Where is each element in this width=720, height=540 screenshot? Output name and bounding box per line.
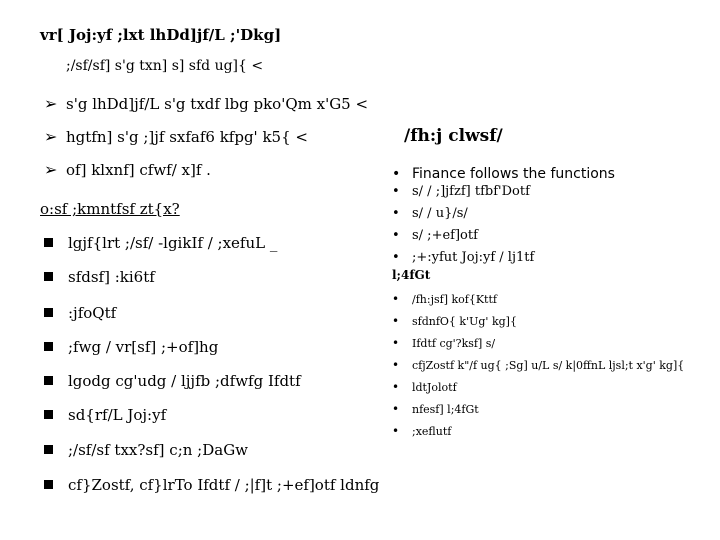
right-sub-item-4 — [392, 358, 684, 372]
arrow-item-text: of] klxnf] cfwf/ x]f . — [66, 161, 211, 179]
square-item-7 — [44, 441, 248, 459]
bullet-icon: • — [392, 402, 400, 416]
square-item-8 — [44, 476, 379, 494]
square-item-6 — [44, 406, 166, 424]
square-item-text: sfdsf] :ki6tf — [68, 268, 155, 286]
right-sub-item-3 — [392, 336, 495, 350]
right-sub-item-1 — [392, 292, 497, 306]
bullet-icon: • — [392, 206, 400, 221]
right-item-1 — [392, 166, 615, 182]
arrow-bullet-icon: ➢ — [44, 160, 58, 179]
right-item-2 — [392, 184, 530, 199]
bullet-icon: • — [392, 292, 400, 306]
square-bullet-icon — [44, 480, 53, 489]
right-item-text: s/ / u}/s/ — [412, 206, 468, 221]
arrow-item-1 — [44, 94, 368, 113]
arrow-bullet-icon: ➢ — [44, 127, 58, 146]
right-item-text: s/ ;+ef]otf — [412, 228, 478, 243]
right-sub-item-6 — [392, 402, 479, 416]
bullet-icon: • — [392, 184, 400, 199]
right-sub-item-text: cfjZostf k"/f ug{ ;Sg] u/L s/ k|0ffnL ljsl;t x'g' kg]{ — [412, 359, 685, 372]
bullet-icon: • — [392, 424, 400, 438]
square-item-text: cf}Zostf, cf}lrTo Ifdtf / ;|f]t ;+ef]otf ldnfg — [68, 476, 380, 494]
bullet-icon: • — [392, 314, 400, 328]
right-subheading: l;4fGt — [392, 268, 431, 282]
right-sub-item-text: nfesf] l;4fGt — [412, 403, 479, 416]
square-bullet-icon — [44, 445, 53, 454]
subtitle: ;/sf/sf] s'g txn] s] sfd ug]{ < — [66, 58, 264, 74]
bullet-icon: • — [392, 336, 400, 350]
right-sub-item-7 — [392, 424, 451, 438]
square-item-text: ;/sf/sf txx?sf] c;n ;DaGw — [68, 441, 249, 459]
square-bullet-icon — [44, 308, 53, 317]
right-item-4 — [392, 228, 478, 243]
square-bullet-icon — [44, 376, 53, 385]
square-item-1 — [44, 234, 277, 252]
right-sub-item-text: ldtJolotf — [412, 381, 457, 394]
bullet-icon: • — [392, 358, 400, 372]
arrow-item-3 — [44, 160, 211, 179]
right-sub-item-text: ;xeflutf — [412, 425, 452, 438]
square-bullet-icon — [44, 272, 53, 281]
square-item-5 — [44, 372, 301, 390]
right-item-5 — [392, 250, 534, 265]
arrow-item-2 — [44, 127, 308, 146]
section-heading: o:sf ;kmntfsf zt{x? — [40, 200, 180, 218]
square-item-2 — [44, 268, 155, 286]
square-item-text: ;fwg / vr[sf] ;+of]hg — [68, 338, 219, 356]
square-item-text: lgodg cg'udg / ljjfb ;dfwfg Ifdtf — [68, 372, 301, 390]
right-sub-item-2 — [392, 314, 517, 328]
square-bullet-icon — [44, 410, 53, 419]
square-bullet-icon — [44, 342, 53, 351]
arrow-bullet-icon: ➢ — [44, 94, 58, 113]
bullet-icon: • — [392, 228, 400, 243]
page-title: vr[ Joj:yf ;lxt lhDd]jf/L ;'Dkg] — [40, 26, 282, 44]
square-item-text: lgjf{lrt ;/sf/ -lgikIf / ;xefuL _ — [68, 234, 278, 252]
right-sub-item-text: sfdnfO{ k'Ug' kg]{ — [412, 315, 517, 328]
square-bullet-icon — [44, 238, 53, 247]
square-item-text: :jfoQtf — [68, 304, 117, 322]
right-item-3 — [392, 206, 468, 221]
bullet-icon: • — [392, 250, 400, 265]
bullet-icon: • — [392, 166, 401, 182]
square-item-text: sd{rf/L Joj:yf — [68, 406, 167, 424]
right-sub-item-text: /fh:jsf] kof{Kttf — [412, 293, 497, 306]
right-title: /fh:j clwsf/ — [404, 126, 503, 146]
right-sub-item-5 — [392, 380, 457, 394]
right-item-text: Finance follows the functions — [412, 166, 615, 182]
arrow-item-text: hgtfn] s'g ;]jf sxfaf6 kfpg' k5{ < — [66, 128, 308, 146]
arrow-item-text: s'g lhDd]jf/L s'g txdf lbg pko'Qm x'G5 < — [66, 95, 369, 113]
square-item-4 — [44, 338, 218, 356]
bullet-icon: • — [392, 380, 400, 394]
square-item-3 — [44, 304, 116, 322]
right-item-text: ;+:yfut Joj:yf / lj1tf — [412, 250, 535, 265]
right-sub-item-text: Ifdtf cg'?ksf] s/ — [412, 337, 496, 350]
right-item-text: s/ / ;]jfzf] tfbf'Dotf — [412, 184, 530, 199]
